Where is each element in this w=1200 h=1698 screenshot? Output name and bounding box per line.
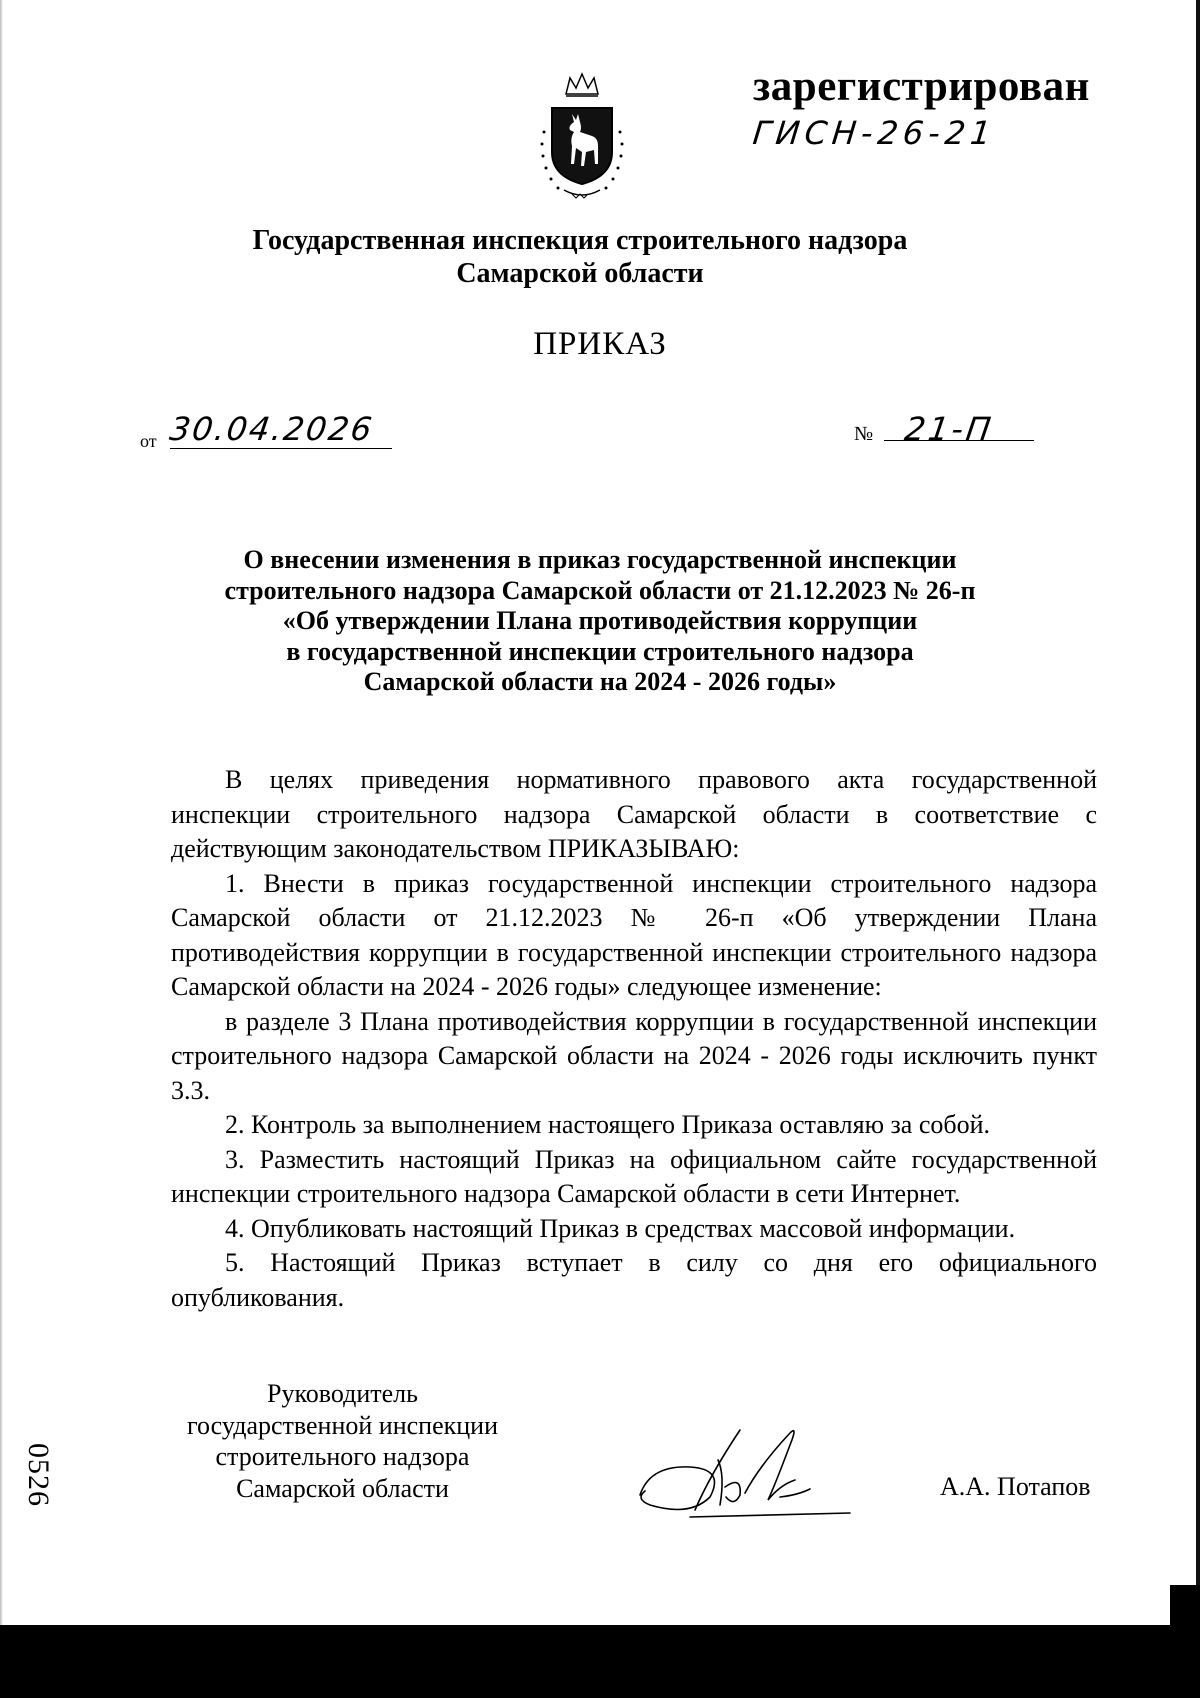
scan-edge-right — [1196, 0, 1200, 1698]
subject-line: О внесении изменения в приказ государственной инспекции — [243, 545, 957, 574]
body-paragraph: 5. Настоящий Приказ вступает в силу со дня его официального опубликования. — [171, 1248, 1097, 1312]
signer-title-line: государственной инспекции — [187, 1410, 498, 1440]
date-prefix: от — [140, 431, 157, 451]
date-underline — [170, 448, 392, 449]
document-subject — [170, 545, 1030, 698]
coat-of-arms-icon — [536, 72, 628, 204]
subject-line: «Об утверждении Плана противодействия коррупции — [282, 606, 918, 635]
body-paragraph: в разделе 3 Плана противодействия коррупции в государственной инспекции строительного надзора Самарской области на 2024 - 2026 годы исключить пункт 3.3. — [171, 1006, 1097, 1105]
body-paragraph: 3. Разместить настоящий Приказ на официальном сайте государственной инспекции строительного надзора Самарской области в сети Интернет. — [171, 1144, 1097, 1208]
scan-border-bottom — [0, 1625, 1200, 1698]
document-type: ПРИКАЗ — [533, 326, 667, 362]
signer-title-line: Самарской области — [236, 1473, 449, 1503]
body-paragraph: 2. Контроль за выполнением настоящего Приказа оставляю за собой. — [225, 1110, 991, 1139]
number-underline — [884, 440, 1034, 441]
signer-name: А.А. Потапов — [940, 1472, 1091, 1501]
document-date: 30.04.2026 — [167, 410, 376, 448]
document-body — [171, 763, 1097, 1315]
organization-title-line: Самарской области — [456, 258, 704, 289]
number-prefix: № — [854, 423, 874, 445]
registration-stamp: зарегистрирован — [753, 63, 1090, 110]
body-paragraph: 1. Внести в приказ государственной инспекции строительного надзора Самарской области от 21.12.2023 № 26-п «Об утверждении Плана противодействия коррупции в государственной инспекции строительного надзора Самарской области на 2024 - 2026 годы» следующее изменение: — [171, 868, 1097, 1001]
organization-title-line: Государственная инспекция строительного надзора — [252, 225, 908, 256]
signer-title-line: строительного надзора — [215, 1442, 470, 1471]
signer-title-line: Руководитель — [267, 1379, 418, 1408]
body-paragraph: В целях приведения нормативного правового акта государственной инспекции строительного надзора Самарской области в соответствие с действующим законодательством ПРИКАЗЫВАЮ: — [171, 765, 1097, 863]
scan-border-corner — [1170, 1585, 1200, 1625]
signer-title — [155, 1378, 530, 1504]
scan-edge-left — [0, 0, 3, 1698]
organization-title — [180, 224, 980, 290]
subject-line: в государственной инспекции строительного надзора — [286, 636, 914, 666]
side-registry-number: 0526 — [22, 1443, 55, 1507]
document-number: 21-П — [902, 410, 996, 448]
handwritten-signature — [630, 1425, 860, 1525]
body-paragraph: 4. Опубликовать настоящий Приказ в средствах массовой информации. — [225, 1213, 1016, 1243]
registration-number: ГИСН-26-21 — [751, 114, 998, 152]
subject-line: Самарской области на 2024 - 2026 годы» — [363, 667, 837, 696]
subject-line: строительного надзора Самарской области от 21.12.2023 № 26-п — [224, 575, 976, 605]
